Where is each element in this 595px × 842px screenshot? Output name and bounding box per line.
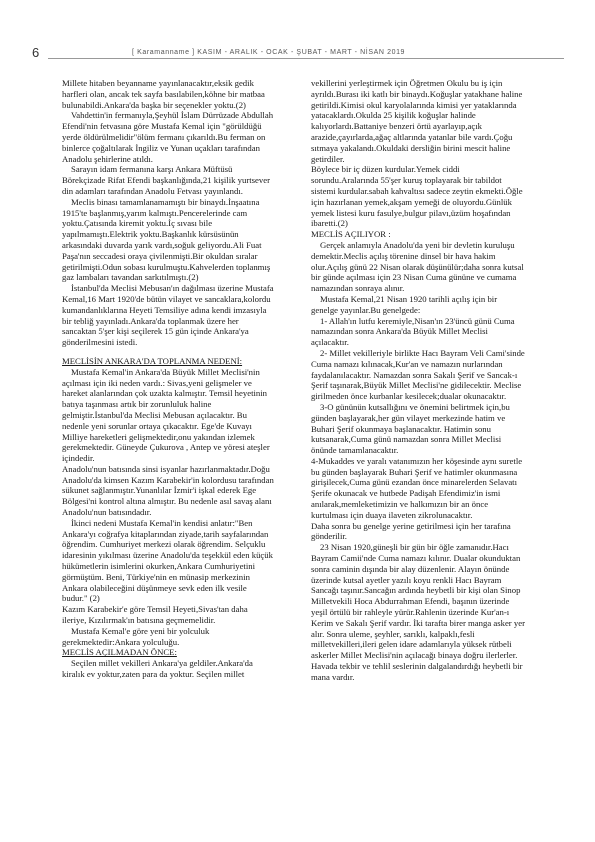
paragraph: 1- Allah'ın lutfu keremiyle,Nisan'ın 23'üncü günü Cuma namazından sonra Ankara'da Büyük Millet Meclisi açılacaktır. xyxy=(311,315,515,348)
paragraph: Mustafa Kemal,21 Nisan 1920 tarihli açılış için bir genelge yayınlar.Bu genelgede: xyxy=(311,293,498,315)
left-text-column xyxy=(62,78,274,680)
right-text-column xyxy=(311,78,525,683)
section-heading: MECLİS AÇILMADAN ÖNCE: xyxy=(62,647,177,658)
paragraph-spacer xyxy=(62,348,274,356)
paragraph: Meclis binası tamamlanamamıştı bir binaydı.İnşaatına 1915'te başlanmış,yarım kalmıştı.Pencerelerinde cam yoktu.Çatısında kiremit yoktu.İç sıvası bile yapılmamıştı.Elektrik yoktu.Başkanlık kürsüsünün arkasındaki duvarda yarık vardı,soğuk geliyordu.Ali Fuat Paşa'nın seccadesi oraya çivilenmişti.Bir okuldan sıralar getirilmişti.Odun sobası kurulmuştu.Kahvelerden toplanmış gaz lambaları tavandan sarkıtılmıştı.(2) xyxy=(62,196,271,283)
paragraph: Kazım Karabekir'e göre Temsil Heyeti,Sivas'tan daha ileriye, Kızılırmak'ın batısına geçmemelidir. xyxy=(62,604,248,626)
paragraph: Mustafa Kemal'in Ankara'da Büyük Millet Meclisi'nin açılması için iki neden vardı.: Sivas,yeni gelişmeler ve hareket alanlarından çok uzakta kalmıştır. Temsil heyetinin batıya taşınması artık bir zorunluluk haline gelmiştir.İstanbul'da Meclisi Mebusan açılacaktır. Bu nedenle yeni sorunlar ortaya çıkacaktır. Ege'de Kuvayı Milliye hareketleri gelişmektedir,onu yakından izlemek gerekmektedir. Güneyde Çukurova , Antep ve yöresi ateşler içindedir. xyxy=(62,366,270,464)
paragraph: Daha sonra bu genelge yerine getirilmesi için her tarafına gönderilir. xyxy=(311,520,511,542)
paragraph: vekillerini yerleştirmek için Öğretmen Okulu bu iş için ayrıldı.Burası iki katlı bir binaydı.Koğuşlar yatakhane haline getirildi.Kimisi okul karyolalarında kimisi yer yataklarında yatacaklardı.Okulda 25 kişilik koğuşlar halinde kalıyorlardı.Battaniye benzeri örtü ayarlayıp,açık arazide,çayırlarda,ağaç altlarında yatanlar bile vardı.Çoğu sıtmaya yakalandı.Okuldaki dersliğin birini mescit haline getirdiler. xyxy=(311,78,523,164)
paragraph: 23 Nisan 1920,güneşli bir gün bir öğle zamanıdır.Hacı Bayram Camii'nde Cuma namazı kılınır. Dualar okunduktan sonra caminin dışında bir alay düzenlenir. Alayın önünde üzerinde kutsal ayetler yazılı koyu renkli Hacı Bayram Sancağı taşınır.Sancağın ardında heybetli bir kişi olan Sinop Milletvekili Hoca Abdurrahman Efendi, başının üzerinde yeşil örtülü bir rahleyle yürür.Rahlenin üzerinde Kur'an-ı Kerim ve Sakalı Şerif vardır. İki tarafta birer manga asker yer alır. Sonra uleme, şeyhler, sarıklı, kalpaklı,fesli milletvekilleri,ileri gelen idare adamlarıyla yüksek rütbeli askerler Millet Meclisi'nin açılacağı binaya doğru ilerlerler. Havada tekbir ve tehlil seslerinin dalgalandırdığı heybetli bir mana vardır. xyxy=(311,542,525,682)
paragraph: 4-Mukaddes ve yaralı vatanımızın her köşesinde aynı suretle bu günden başlayarak Buhari Şerif ve hatimler okunmasına girişilecek,Cuma günü ezandan önce minarelerden Selavatı Şerife okunacak ve hutbede Padişah Efendimiz'in ismi anılarak,memleketimizin ve halkımızın bir an önce kurtulması için duaya ilaveten zikrolunacaktır. xyxy=(311,455,523,520)
page-number: 6 xyxy=(32,45,40,60)
paragraph: Millete hitaben beyanname yayınlanacaktır,eksik gedik harfleri olan, ancak tek sayfa basılabilen,köhne bir matbaa bulunabildi.Ankara'da başka bir seçenekler yoktu.(2) xyxy=(62,78,265,110)
running-header: [ Karamanname ] KASIM - ARALIK - OCAK - ŞUBAT - MART - NİSAN 2019 xyxy=(132,49,406,56)
paragraph: 3-O gününün kutsallığını ve önemini belirtmek için,bu günden başlayarak,her gün vilayet merkezinde hatim ve Buhari Şerif okunmaya başlanacaktır. Hatimin sonu kutsanarak,Cuma günü namazdan sonra Millet Meclisi önünde tamamlanacaktır. xyxy=(311,401,510,456)
paragraph: Sarayın idam fermanına karşı Ankara Müftüsü Börekçizade Rifat Efendi başkanlığında,21 kişilik yurtsever din adamları tarafından Anadolu Fetvası yayınlandı. xyxy=(62,164,270,196)
paragraph: Mustafa Kemal'e göre yeni bir yolculuk gerekmektedir:Ankara yolculuğu. xyxy=(62,625,210,647)
paragraph: İkinci nedeni Mustafa Kemal'in kendisi anlatır:"Ben Ankara'yı coğrafya kitaplarından ziyade,tarih sayfalarından öğrendim. Cumhuriyet merkezi olarak öğrendim. Selçuklu idaresinin yıkılması üzerine Anadolu'da teşekkül eden küçük hükümetlerin isimlerini okurken,Ankara Cumhuriyetini görmüştüm. Beni, Türkiye'nin en münasip merkezinin Ankara olabileceğini düşünmeye sevk eden ilk vesile budur." (2) xyxy=(62,517,273,604)
paragraph: Böylece bir iç düzen kurdular.Yemek ciddi sorundu.Aralarında 55'şer kuruş toplayarak bir tabildot sistemi kurdular.sabah kahvaltısı sadece zeytin ekmekti.Öğle için hazırlanan yemek,akşam yemeği de oluyordu.Günlük yemek listesi kuru fasulye,bulgur pilavı,üzüm hoşafından ibaretti.(2) xyxy=(311,164,523,229)
paragraph: 2- Millet vekilleriyle birlikte Hacı Bayram Veli Cami'sinde Cuma namazı kılınacak,Kur'an ve namazın nurlarından faydalanılacaktır. Namazdan sonra Sakalı Şerif ve Sancak-ı Şerif taşınarak,Büyük Millet Meclisi'ne gidilecektir. Meclise girilmeden önce kurbanlar kesilecek;dualar okunacaktır. xyxy=(311,347,525,402)
paragraph: Gerçek anlamıyla Anadolu'da yeni bir devletin kuruluşu demektir.Meclis açılış törenine dinsel bir hava hakim olur.Açılış günü 22 Nisan olarak düşünülür;daha sonra kutsal bir günde açılması için 23 Nisan Cuma gününe ve cumama namazından sonraya alınır. xyxy=(311,239,524,294)
header-rule xyxy=(48,58,564,59)
paragraph: MECLİS AÇILIYOR : xyxy=(311,229,391,240)
paragraph: Vahdettin'in fermanıyla,Şeyhül İslam Dürrüzade Abdullah Efendi'nin fetvasına göre Mustafa Kemal için "görüldüğü yerde öldürülmelidir"ölüm fermanı çıkarıldı.Bu ferman on binlerce çoğaltılarak İngiliz ve Yunan uçakları tarafından Anadolu şehirlerine atıldı. xyxy=(62,110,274,164)
paragraph: Anadolu'nun batısında sinsi isyanlar hazırlanmaktadır.Doğu Anadolu'da kimsen Kazım Karabekir'in kolordusu tarafından sükunet sağlanmıştır.Yunanlılar İzmir'i işkal ederek Ege Bölgesi'ni kontrol altına almıştır. Bu nedenle asıl savaş alanı Anadolu'nun batısındadır. xyxy=(62,463,274,518)
section-heading: MECLİSİN ANKARA'DA TOPLANMA NEDENİ: xyxy=(62,355,243,366)
paragraph: İstanbul'da Meclisi Mebusan'ın dağılması üzerine Mustafa Kemal,16 Mart 1920'de bütün vilayet ve sancaklara,kolordu kumandanlıklarına Heyeti Temsiliye adına kendi imzasıyla bir tebliğ yayınladı.Ankara'da toplanmak üzere her sancaktan 5'şer kişi seçilerek 15 gün içinde Ankara'ya gönderilmesini istedi. xyxy=(62,283,274,348)
paragraph: Seçilen millet vekilleri Ankara'ya geldiler.Ankara'da kiralık ev yoktur,zaten para da yoktur. Seçilen millet xyxy=(62,658,253,680)
